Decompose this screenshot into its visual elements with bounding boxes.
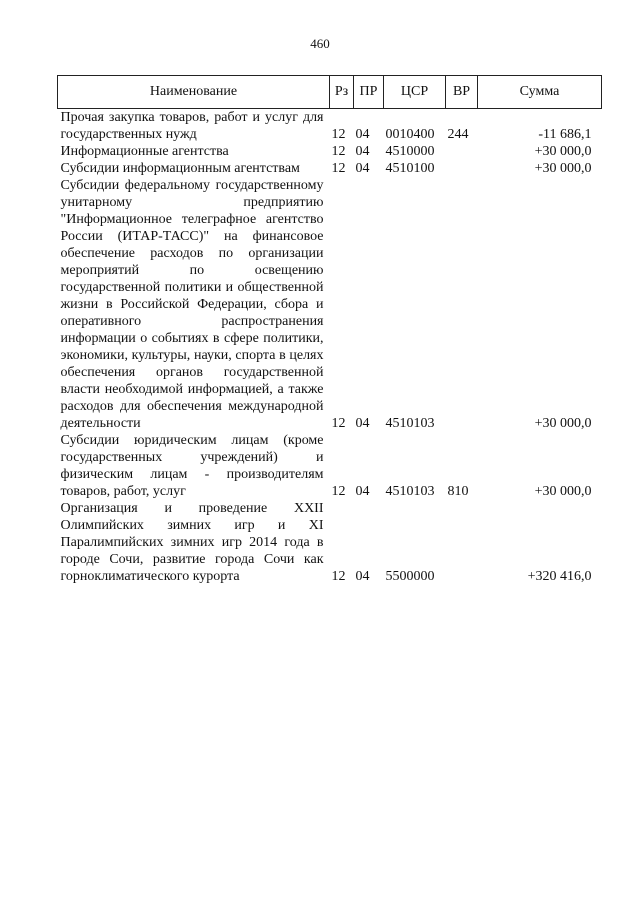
row-rz: 12 <box>331 569 346 584</box>
row-pr: 04 <box>355 144 370 159</box>
row-vr <box>446 143 478 160</box>
row-vr <box>446 160 478 177</box>
row-pr: 04 <box>355 416 370 431</box>
row-sum: +30 000,0 <box>534 484 592 499</box>
row-name: Организация и проведение XXII Олимпийских зимних игр и XI Паралимпийских зимних игр 2014 года в городе Сочи, развитие города Сочи как горноклиматического курорта <box>60 501 324 584</box>
row-vr: 810 <box>447 484 469 499</box>
header-csr: ЦСР <box>384 76 446 109</box>
row-csr: 4510000 <box>385 144 435 159</box>
table-row <box>58 177 602 432</box>
row-name: Субсидии федеральному государственному унитарному предприятию "Информационное телеграфное агентство России (ИТАР-ТАСС)" на финансовое обеспечение расходов по организации мероприятий по освещению государственной политики и общественной жизни в Российской Федерации, сбора и оперативного распространения информации о событиях в сфере политики, экономики, культуры, науки, спорта в целях обеспечения органов государственной власти необходимой информацией, а также расходов для обеспечения международной деятельности <box>60 178 324 431</box>
page-number: 460 <box>310 36 330 51</box>
header-rz: Рз <box>330 76 354 109</box>
row-csr: 0010400 <box>385 127 435 142</box>
row-csr: 4510103 <box>385 484 435 499</box>
row-vr: 244 <box>447 127 469 142</box>
row-sum: +30 000,0 <box>534 416 592 431</box>
row-name: Субсидии информационным агентствам <box>60 161 300 176</box>
table-header-row <box>58 76 602 109</box>
row-csr: 4510100 <box>385 161 435 176</box>
row-name: Прочая закупка товаров, работ и услуг для государственных нужд <box>60 110 324 142</box>
table-row <box>58 160 602 177</box>
row-rz: 12 <box>331 484 346 499</box>
table-row <box>58 109 602 144</box>
row-pr: 04 <box>355 569 370 584</box>
row-vr <box>446 177 478 432</box>
row-name: Субсидии юридическим лицам (кроме государственных учреждений) и физическим лицам - производителям товаров, работ, услуг <box>60 433 324 499</box>
row-pr: 04 <box>355 161 370 176</box>
budget-table <box>57 75 602 585</box>
row-rz: 12 <box>331 127 346 142</box>
row-sum: +30 000,0 <box>534 144 592 159</box>
row-vr <box>446 500 478 585</box>
table-row <box>58 143 602 160</box>
row-name: Информационные агентства <box>60 144 229 159</box>
row-pr: 04 <box>355 127 370 142</box>
header-pr: ПР <box>354 76 384 109</box>
table-row <box>58 432 602 500</box>
header-name: Наименование <box>58 76 330 109</box>
row-rz: 12 <box>331 144 346 159</box>
row-rz: 12 <box>331 416 346 431</box>
table-row <box>58 500 602 585</box>
header-sum: Сумма <box>478 76 602 109</box>
row-csr: 4510103 <box>385 416 435 431</box>
row-sum: +30 000,0 <box>534 161 592 176</box>
row-csr: 5500000 <box>385 569 435 584</box>
header-vr: ВР <box>446 76 478 109</box>
row-sum: -11 686,1 <box>538 127 592 142</box>
row-sum: +320 416,0 <box>527 569 592 584</box>
row-rz: 12 <box>331 161 346 176</box>
row-pr: 04 <box>355 484 370 499</box>
